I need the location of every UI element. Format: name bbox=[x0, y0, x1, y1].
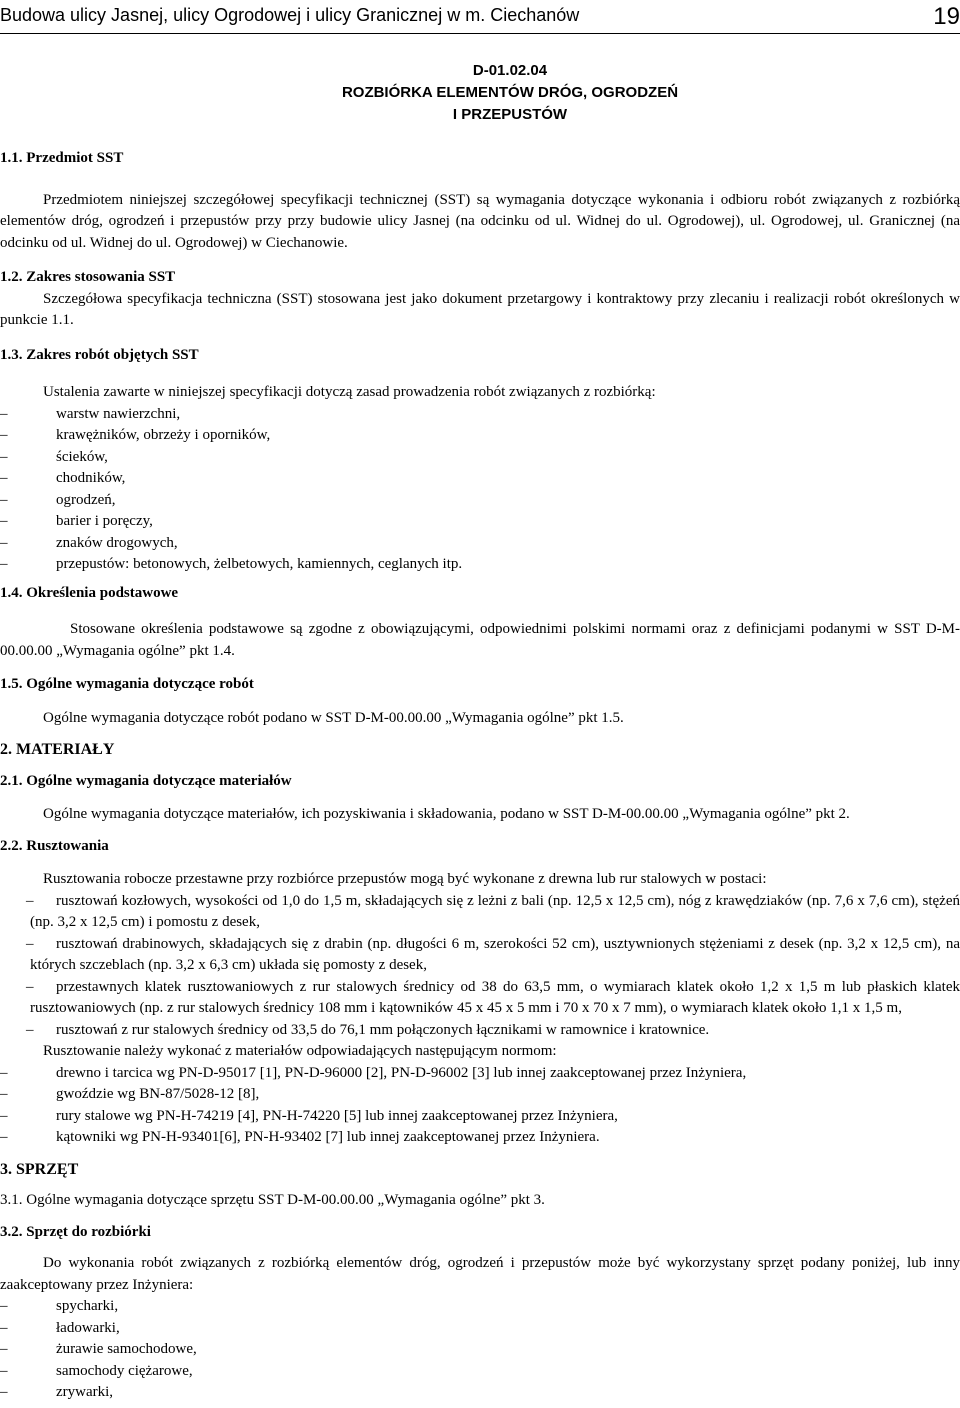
section-2-2-heading: 2.2. Rusztowania bbox=[0, 837, 109, 854]
list-item: – warstw nawierzchni, bbox=[0, 404, 960, 426]
section-1-5-text: Ogólne wymagania dotyczące robót podano w SST D-M-00.00.00 „Wymagania ogólne” pkt 1.5. bbox=[43, 709, 624, 726]
section-2-1-text: Ogólne wymagania dotyczące materiałów, ich pozyskiwania i składowania, podano w SST D-M-00.00.00 „Wymagania ogólne” pkt 2. bbox=[43, 806, 850, 822]
list-item: – przepustów: betonowych, żelbetowych, kamiennych, ceglanych itp. bbox=[0, 554, 960, 576]
scope-list bbox=[0, 404, 960, 576]
list-item: – ładowarki, bbox=[0, 1318, 960, 1340]
section-2-2-intro2: Rusztowanie należy wykonać z materiałów odpowiadających następującym normom: bbox=[43, 1043, 557, 1059]
section-3-heading: 3. SPRZĘT bbox=[0, 1160, 79, 1178]
list-item: – rusztowań z rur stalowych średnicy od 33,5 do 76,1 mm połączonych łącznikami w ramownice i kratownice. bbox=[0, 1020, 960, 1042]
section-3-2-text: Do wykonania robót związanych z rozbiórką elementów dróg, ogrodzeń i przepustów może być wykorzystany sprzęt podany poniżej, lub inny zaakceptowany przez Inżyniera: bbox=[0, 1255, 960, 1293]
list-item: – znaków drogowych, bbox=[0, 533, 960, 555]
list-item: – krawężników, obrzeży i oporników, bbox=[0, 425, 960, 447]
document-code: D-01.02.04 bbox=[472, 62, 548, 79]
list-item: – rusztowań kozłowych, wysokości od 1,0 do 1,5 m, składających się z leżni z bali (np. 12,5 x 12,5 cm), nóg z krawędziaków (np. 7,6 x 7,6 cm), stężeń (np. 3,2 x 12,5 cm) i pomostu z desek, bbox=[0, 891, 960, 934]
document-title-line1: ROZBIÓRKA ELEMENTÓW DRÓG, OGRODZEŃ bbox=[341, 84, 679, 101]
scaffolding-list bbox=[0, 891, 960, 1042]
section-2-1-heading: 2.1. Ogólne wymagania dotyczące materiałów bbox=[0, 772, 292, 789]
section-3-2-heading: 3.2. Sprzęt do rozbiórki bbox=[0, 1223, 151, 1240]
equipment-list bbox=[0, 1296, 960, 1404]
section-1-3-intro: Ustalenia zawarte w niniejszej specyfikacji dotyczą zasad prowadzenia robót związanych z rozbiórką: bbox=[43, 384, 656, 400]
list-item: – zrywarki, bbox=[0, 1382, 960, 1404]
list-item: – drewno i tarcica wg PN-D-95017 [1], PN-D-96000 [2], PN-D-96002 [3] lub innej zaakceptowanej przez Inżyniera, bbox=[0, 1063, 960, 1085]
list-item: – rury stalowe wg PN-H-74219 [4], PN-H-74220 [5] lub innej zaakceptowanej przez Inżyniera, bbox=[0, 1106, 960, 1128]
list-item: – przestawnych klatek rusztowaniowych z rur stalowych średnicy od 38 do 63,5 mm, o wymiarach klatek około 1,2 x 1,5 m lub płaskich klatek rusztowaniowych (np. z rur stalowych średnicy 108 mm i kątowników 45 x 45 x 5 mm i 70 x 70 x 7 mm), o wymiarach klatek około 1,1 x 1,5 m, bbox=[0, 977, 960, 1020]
page-header bbox=[0, 3, 960, 34]
list-item: – kątowniki wg PN-H-93401[6], PN-H-93402 [7] lub innej zaakceptowanej przez Inżyniera. bbox=[0, 1127, 960, 1149]
section-1-5-heading: 1.5. Ogólne wymagania dotyczące robót bbox=[0, 676, 254, 692]
section-1-2-heading: 1.2. Zakres stosowania SST bbox=[0, 269, 176, 285]
list-item: – barier i poręczy, bbox=[0, 511, 960, 533]
section-3-1-text: 3.1. Ogólne wymagania dotyczące sprzętu SST D-M-00.00.00 „Wymagania ogólne” pkt 3. bbox=[0, 1192, 545, 1208]
section-1-4-text: Stosowane określenia podstawowe są zgodne z obowiązującymi, odpowiednimi polskimi normami oraz z definicjami podanymi w SST D-M-00.00.00 „Wymagania ogólne” pkt 1.4. bbox=[0, 621, 960, 659]
section-1-1-heading: 1.1. Przedmiot SST bbox=[0, 150, 124, 166]
list-item: – gwoździe wg BN-87/5028-12 [8], bbox=[0, 1084, 960, 1106]
list-item: – spycharki, bbox=[0, 1296, 960, 1318]
list-item: – samochody ciężarowe, bbox=[0, 1361, 960, 1383]
page-number: 19 bbox=[933, 3, 960, 30]
section-2-2-intro: Rusztowania robocze przestawne przy rozbiórce przepustów mogą być wykonane z drewna lub rur stalowych w postaci: bbox=[43, 871, 767, 887]
section-2-heading: 2. MATERIAŁY bbox=[0, 741, 115, 758]
section-1-4-heading: 1.4. Określenia podstawowe bbox=[0, 584, 179, 601]
list-item: – żurawie samochodowe, bbox=[0, 1339, 960, 1361]
list-item: – rusztowań drabinowych, składających się z drabin (np. długości 6 m, szerokości 52 cm), usztywnionych stężeniami z desek (np. 3,2 x 12,5 cm), na których szczeblach (np. 3,2 x 6,3 cm) układa się pomosty z desek, bbox=[0, 934, 960, 977]
list-item: – ścieków, bbox=[0, 447, 960, 469]
section-1-1-text: Przedmiotem niniejszej szczegółowej specyfikacji technicznej (SST) są wymagania dotyczące wykonania i odbioru robót związanych z rozbiórką elementów dróg, ogrodzeń i przepustów przy przy budowie ulicy Jasnej (na odcinku od ul. Widnej do ul. Ogrodowej), ul. Ogrodowej, ul. Granicznej (na odcinku od ul. Widnej do ul. Ogrodowej) w Ciechanowie. bbox=[0, 191, 960, 251]
document-body bbox=[0, 148, 960, 1404]
list-item: – chodników, bbox=[0, 468, 960, 490]
section-1-2-text: Szczegółowa specyfikacja techniczna (SST) stosowana jest jako dokument przetargowy i kontraktowy przy zlecaniu i realizacji robót określonych w punkcie 1.1. bbox=[0, 290, 960, 328]
standards-list bbox=[0, 1063, 960, 1149]
header-title: Budowa ulicy Jasnej, ulicy Ogrodowej i ulicy Granicznej w m. Ciechanów bbox=[0, 5, 580, 25]
list-item: – ogrodzeń, bbox=[0, 490, 960, 512]
section-1-3-heading: 1.3. Zakres robót objętych SST bbox=[0, 346, 199, 363]
document-title-line2: I PRZEPUSTÓW bbox=[452, 106, 568, 123]
document-heading bbox=[0, 60, 960, 126]
